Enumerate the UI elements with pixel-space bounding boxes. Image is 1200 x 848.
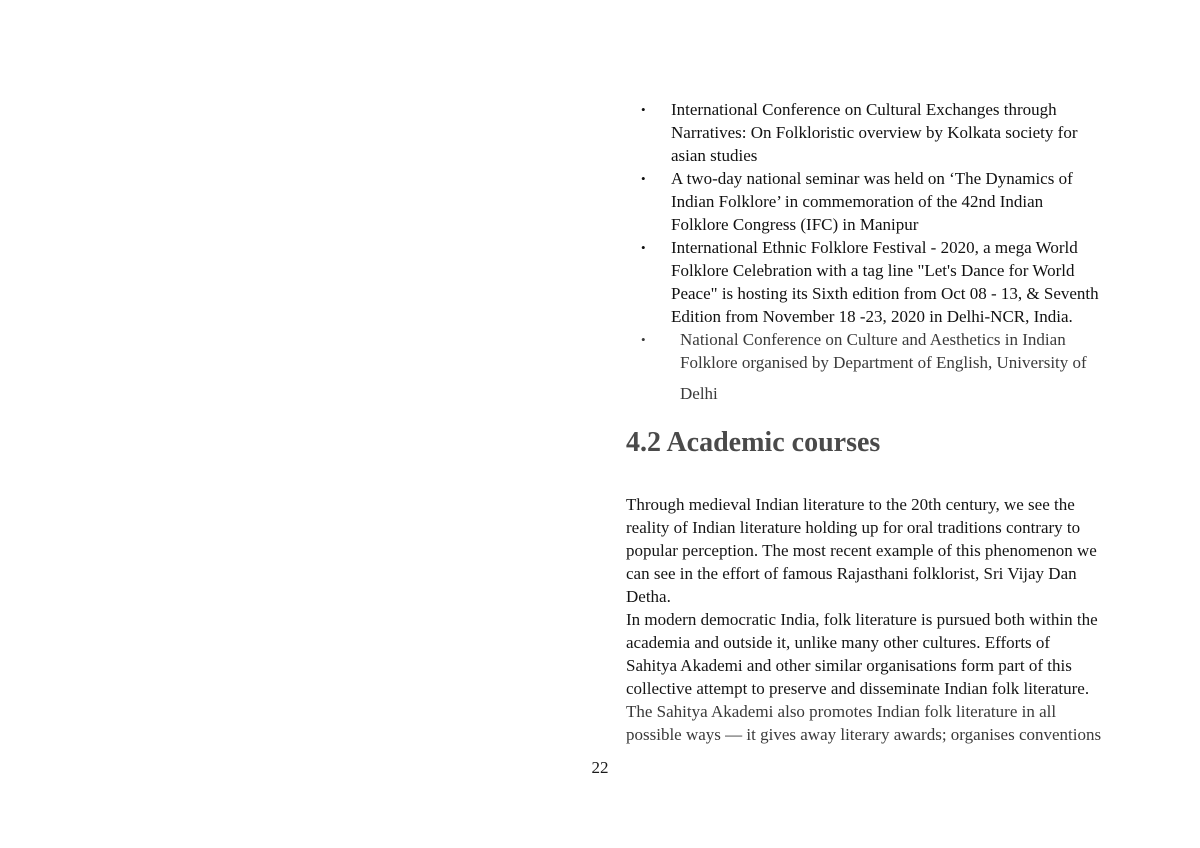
bullet-icon: • xyxy=(641,240,646,255)
section-heading: 4.2 Academic courses xyxy=(626,427,881,458)
list-item xyxy=(626,328,1102,405)
list-item-text-continued: Delhi xyxy=(680,384,718,403)
page-number: 22 xyxy=(591,758,609,777)
list-item xyxy=(626,98,1102,167)
conference-list xyxy=(626,98,1102,405)
list-item xyxy=(626,236,1102,328)
list-item-text: National Conference on Culture and Aesthetics in Indian Folklore organised by Department of English, University of xyxy=(680,330,1087,372)
bullet-icon: • xyxy=(641,171,646,186)
bullet-icon: • xyxy=(641,332,646,347)
text-column xyxy=(626,98,1102,746)
paragraph: In modern democratic India, folk literature is pursued both within the academia and outside it, unlike many other cultures. Efforts of Sahitya Akademi and other similar organisations form part of this collective attempt to preserve and disseminate Indian folk literature. xyxy=(626,610,1098,698)
list-item-text: International Ethnic Folklore Festival - 2020, a mega World Folklore Celebration with a tag line "Let's Dance for World Peace" is hosting its Sixth edition from Oct 08 - 13, & Seventh Edition from November 18 -23, 2020 in Delhi-NCR, India. xyxy=(671,238,1099,326)
list-item-text: A two-day national seminar was held on ‘The Dynamics of Indian Folklore’ in commemoration of the 42nd Indian Folklore Congress (IFC) in Manipur xyxy=(671,169,1073,234)
bullet-icon: • xyxy=(641,102,646,117)
paragraph: Through medieval Indian literature to the 20th century, we see the reality of Indian literature holding up for oral traditions contrary to popular perception. The most recent example of this phenomenon we can see in the effort of famous Rajasthani folklorist, Sri Vijay Dan Detha. xyxy=(626,495,1097,606)
paragraph: The Sahitya Akademi also promotes Indian folk literature in all possible ways — it gives away literary awards; organises conventions xyxy=(626,702,1102,744)
list-item-text: International Conference on Cultural Exchanges through Narratives: On Folkloristic overview by Kolkata society for asian studies xyxy=(671,100,1078,165)
list-item xyxy=(626,167,1102,236)
